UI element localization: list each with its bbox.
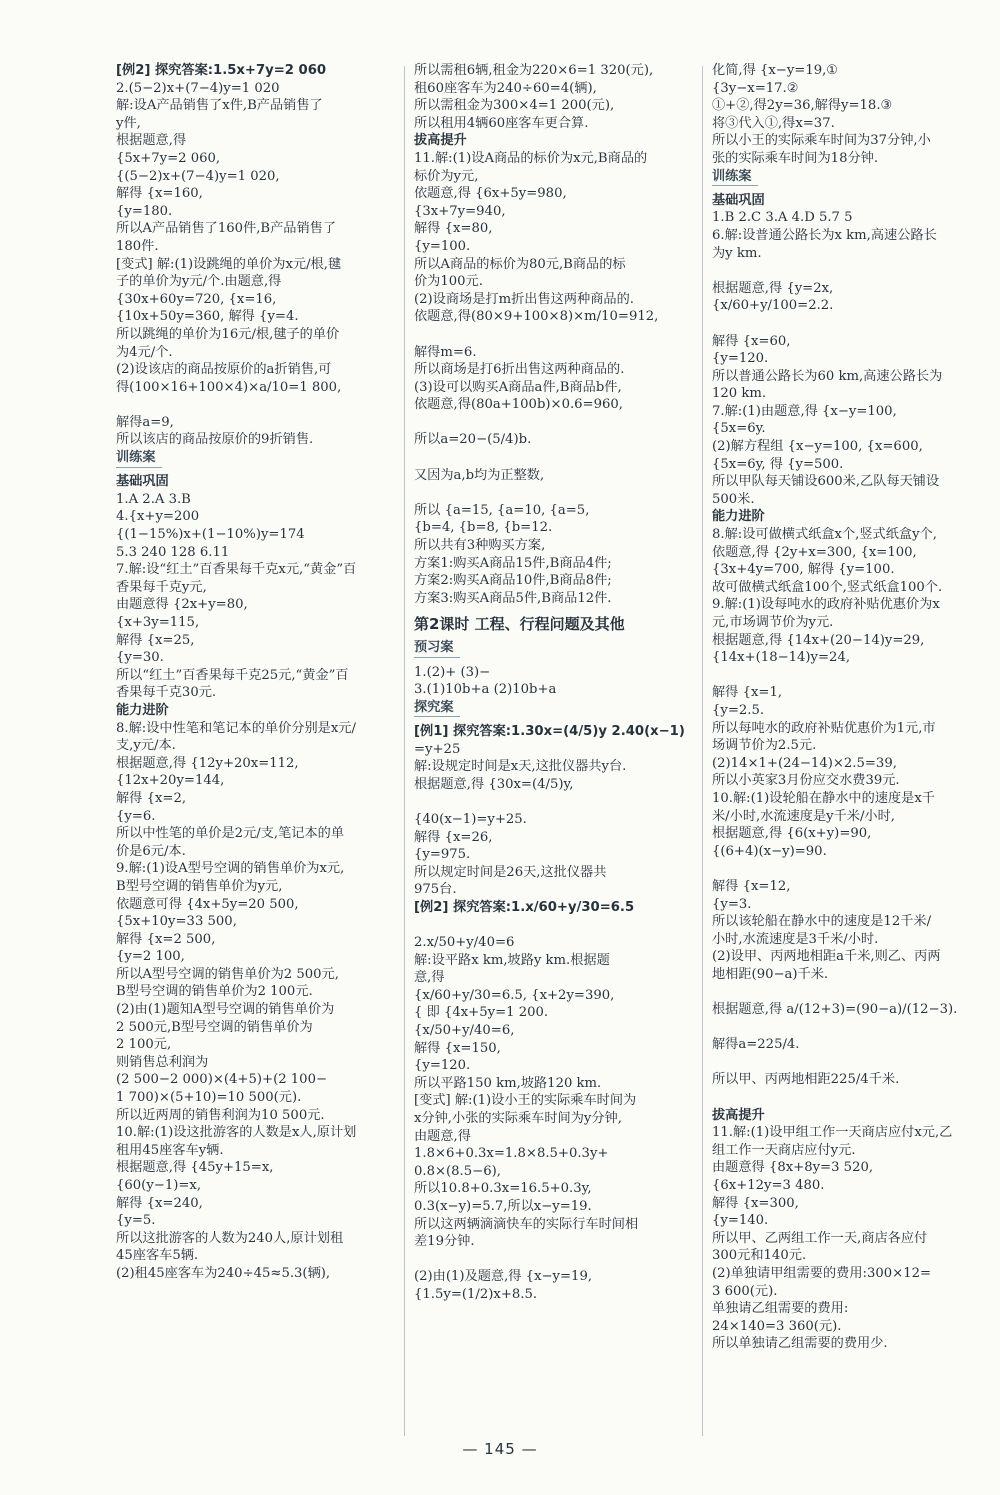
answer-line: 根据题意,得 {6(x+y)=90, [712, 826, 872, 842]
section-heading: [例2] 探究答案:1.5x+7y=2 060 [116, 63, 327, 78]
answer-line: 解:设A产品销售了x件,B产品销售了 [116, 98, 323, 114]
answer-line: 方案1:购买A商品15件,B商品4件; [414, 555, 612, 571]
answer-line: (2)14×1+(24−14)×2.5=39, [712, 755, 897, 771]
answer-line: {y=975. [414, 847, 471, 863]
answer-line: 依题意,得(80a+100b)×0.6=960, [414, 397, 623, 413]
answer-line: {y=100. [414, 238, 471, 254]
answer-line: 所以商场是打6折出售这两种商品的. [414, 362, 625, 378]
answer-line: {60(y−1)=x, [116, 1178, 202, 1193]
answer-line: 975台. [414, 882, 457, 898]
answer-line: (2)由(1)题知A型号空调的销售单价为 [116, 1002, 335, 1018]
answer-line: {5x=6y, 得 {y=500. [712, 456, 844, 472]
answer-line: {1.5y=(1/2)x+8.5. [414, 1286, 538, 1302]
answer-line: {y=2.5. [712, 702, 765, 718]
answer-line: (2 500−2 000)×(4+5)+(2 100− [116, 1072, 328, 1088]
answer-line: 意,得 [414, 970, 445, 986]
answer-line: 45座客车5辆. [116, 1248, 199, 1264]
answer-line: 将③代入①,得x=37. [712, 115, 835, 131]
answer-line: {y=120. [712, 351, 769, 367]
answer-line: 7.解:(1)由题意,得 {x−y=100, [712, 403, 897, 419]
answer-line: 根据题意,得 a/(12+3)=(90−a)/(12−3). [712, 1002, 958, 1018]
answer-line: 所以小王的实际乘车时间为37分钟,小 [712, 133, 931, 149]
answer-line: 6.解:设普通公路长为x km,高速公路长 [712, 227, 937, 243]
answer-line: 根据题意,得 [116, 133, 187, 149]
answer-line [414, 414, 696, 432]
answer-line: 根据题意,得 {14x+(20−14)y=29, [712, 632, 925, 648]
answer-line: {(5−2)x+(7−4)y=1 020, [116, 168, 280, 184]
answer-line: 由题意得 {2x+y=80, [116, 597, 248, 613]
answer-line: 解得a=225/4. [712, 1037, 800, 1053]
answer-line: 所以甲队每天铺设600米,乙队每天铺设 [712, 474, 940, 490]
answer-line: 所以需租金为300×4=1 200(元), [414, 98, 615, 114]
answer-line: 5.3 240 128 6.11 [116, 544, 230, 560]
answer-line: 0.3(x−y)=5.7,所以x−y=19. [414, 1199, 592, 1214]
section-heading: 基础巩固 [116, 474, 169, 490]
answer-line: B型号空调的销售单价为y元, [116, 878, 283, 894]
answer-line: (3)设可以购买A商品a件,B商品b件, [414, 379, 622, 395]
answer-line: 依题意,得 {6x+5y=980, [414, 186, 567, 202]
answer-line: 8.解:设可做横式纸盒x个,竖式纸盒y个, [712, 527, 937, 543]
answer-line: (2)租45座客车为240÷45≈5.3(辆), [116, 1265, 331, 1281]
answer-line: {(6+4)(x−y)=90. [712, 843, 827, 859]
answer-line: 所以普通公路长为60 km,高速公路长为 [712, 368, 943, 384]
answer-line: (2)单独请甲组需要的费用:300×12= [712, 1265, 932, 1281]
answer-column-right [712, 62, 994, 1353]
answer-line: {b=4, {b=8, {b=12. [414, 520, 553, 536]
answer-line: {y=5. [116, 1213, 156, 1229]
answer-line: 得(100×16+100×4)×a/10=1 800, [116, 379, 342, 395]
section-heading: 探究案 [414, 699, 460, 718]
answer-line [712, 1054, 994, 1072]
answer-line: 24×140=3 360(元). [712, 1318, 842, 1334]
answer-line: 依题意,得(80×9+100×8)×m/10=912, [414, 309, 659, 325]
section-heading: [例1] 探究答案:1.30x=(4/5)y 2.40(x−1) [414, 723, 685, 739]
answer-line [414, 793, 696, 811]
answer-line: 300元和140元. [712, 1248, 807, 1264]
answer-line: {x/60+y/30=6.5, {x+2y=390, [414, 987, 615, 1003]
answer-line: 1.8×6+0.3x=1.8×8.5+0.3y+ [414, 1146, 609, 1162]
answer-line: {5x=6y. [712, 421, 766, 437]
answer-line: 标价为y元, [414, 168, 479, 184]
answer-line: 所以跳绳的单价为16元/根,毽子的单价 [116, 326, 340, 342]
answer-line: 2.(5−2)x+(7−4)y=1 020 [116, 80, 280, 96]
answer-line: 所以小英家3月份应交水费39元. [712, 773, 900, 789]
answer-line [414, 449, 696, 467]
answer-line: 方案2:购买A商品10件,B商品8件; [414, 573, 612, 589]
answer-line [712, 262, 994, 280]
answer-line: {40(x−1)=y+25. [414, 811, 527, 827]
answer-line: 所以这批游客的人数为240人,原计划租 [116, 1230, 344, 1246]
answer-line [712, 1019, 994, 1037]
answer-line: 支,y元/本. [116, 738, 176, 754]
answer-line: 化简,得 {x−y=19,① [712, 63, 839, 78]
answer-line: 价是6元/本. [116, 843, 186, 859]
answer-line: 0.8×(8.5−6), [414, 1163, 501, 1179]
answer-line: 张的实际乘车时间为18分钟. [712, 150, 879, 166]
answer-line: {3y−x=17.② [712, 80, 799, 96]
answer-line: 根据题意,得 {30x=(4/5)y, [414, 776, 574, 792]
answer-line: 所以租用4辆60座客车更合算. [414, 115, 589, 131]
answer-line: 2 500元,B型号空调的销售单价为 [116, 1019, 313, 1035]
answer-line: 故可做横式纸盒100个,竖式纸盒100个. [712, 579, 943, 595]
answer-line [414, 484, 696, 502]
answer-line: 500米. [712, 491, 755, 507]
answer-line: 9.解:(1)设A型号空调的销售单价为x元, [116, 861, 345, 877]
answer-line: 由题意得 {8x+8y=3 520, [712, 1160, 874, 1176]
answer-line: 所以共有3种购买方案, [414, 538, 546, 554]
answer-line: {x/60+y/100=2.2. [712, 298, 834, 314]
answer-line: 所以每吨水的政府补贴优惠价为1元,市 [712, 720, 936, 736]
column-divider [702, 66, 703, 1436]
answer-line: 根据题意,得 {12y+20x=112, [116, 755, 299, 771]
answer-line: 解:设平路x km,坡路y km.根据题 [414, 952, 610, 968]
answer-line: 解得 {x=150, [414, 1040, 501, 1056]
answer-line [712, 1089, 994, 1107]
answer-line: 解得 {x=12, [712, 878, 791, 894]
answer-line: 所以A型号空调的销售单价为2 500元, [116, 966, 339, 982]
page-number: — 145 — [462, 1440, 538, 1458]
answer-line: 7.解:设“红土”百香果每千克x元,“黄金”百 [116, 562, 357, 578]
answer-line: 所以这两辆滴滴快车的实际行车时间相 [414, 1216, 639, 1232]
answer-line: 解得 {x=80, [414, 221, 493, 237]
column-divider [404, 66, 405, 1436]
answer-line: {y=6. [116, 808, 156, 824]
answer-line: [变式] 解:(1)设跳绳的单价为x元/根,毽 [116, 256, 342, 272]
answer-line: 小时,水流速度是3千米/小时. [712, 931, 879, 947]
answer-line: {(1−15%)x+(1−10%)y=174 [116, 527, 305, 543]
answer-line [712, 983, 994, 1001]
answer-line: {6x+12y=3 480. [712, 1178, 825, 1193]
answer-line: 米/小时,水流速度是y千米/小时, [712, 808, 895, 824]
answer-line [414, 1251, 696, 1269]
answer-line: 依题意可得 {4x+5y=20 500, [116, 896, 299, 912]
answer-line: 元,市场调节价为y元. [712, 615, 834, 630]
answer-line: 香果每千克y元, [116, 579, 207, 595]
answer-line: 4.{x+y=200 [116, 509, 200, 525]
answer-line: {y=120. [414, 1058, 471, 1074]
answer-line: 所以近两周的销售利润为10 500元. [116, 1107, 325, 1123]
answer-line: 解得 {x=160, [116, 186, 203, 202]
section-heading: 拔高提升 [414, 133, 467, 149]
answer-line: 解得 {x=2, [116, 790, 187, 806]
answer-line: 所以平路150 km,坡路120 km. [414, 1075, 602, 1091]
section-heading: 拔高提升 [712, 1107, 765, 1123]
answer-column-left [116, 62, 398, 1283]
section-heading: 第2课时 工程、行程问题及其他 [414, 615, 625, 634]
answer-line: 所以需租6辆,租金为220×6=1 320(元), [414, 63, 654, 78]
answer-line [414, 917, 696, 935]
answer-line: 3 600(元). [712, 1283, 778, 1299]
answer-line: 9.解:(1)设每吨水的政府补贴优惠价为x [712, 597, 940, 613]
answer-line: 租60座客车为240÷60=4(辆), [414, 80, 597, 96]
answer-line: 所以该轮船在静水中的速度是12千米/ [712, 914, 932, 930]
answer-line: {3x+4y=700, 解得 {y=100. [712, 562, 895, 578]
answer-line [712, 667, 994, 685]
answer-line: 香果每千克30元. [116, 685, 217, 701]
answer-line: 10.解:(1)设这批游客的人数是x人,原计划 [116, 1125, 357, 1141]
section-heading: 基础巩固 [712, 192, 765, 208]
answer-line: (2)设该店的商品按原价的a折销售,可 [116, 362, 332, 378]
answer-line: (2)设商场是打m折出售这两种商品的. [414, 291, 635, 307]
answer-line: 10.解:(1)设轮船在静水中的速度是x千 [712, 790, 935, 806]
answer-line: 场调节价为2.5元. [712, 738, 817, 754]
answer-line: {y=2 100, [116, 949, 185, 965]
answer-line: 所以10.8+0.3x=16.5+0.3y, [414, 1181, 592, 1197]
answer-line: 方案3:购买A商品5件,B商品12件. [414, 590, 612, 606]
answer-line: {10x+50y=360, 解得 {y=4. [116, 309, 299, 325]
answer-line: 解得a=9, [116, 414, 174, 430]
answer-line: 子的单价为y元/个.由题意,得 [116, 274, 282, 290]
answer-line: 所以a=20−(5/4)b. [414, 432, 532, 448]
answer-line: y件, [116, 115, 141, 131]
answer-line: 地相距(90−a)千米. [712, 966, 829, 982]
answer-line: 根据题意,得 {45y+15=x, [116, 1160, 274, 1176]
answer-line: 1.(2)+ (3)− [414, 664, 491, 680]
answer-line: { 即 {4x+5y=1 200. [414, 1005, 549, 1021]
answer-line: 又因为a,b均为正整数, [414, 467, 545, 483]
answer-column-middle [414, 62, 696, 1304]
section-heading: 训练案 [712, 168, 758, 187]
answer-line: =y+25 [414, 741, 461, 757]
section-heading: 能力进阶 [712, 509, 765, 525]
answer-line: 根据题意,得 {y=2x, [712, 280, 834, 296]
answer-line: 所以单独请乙组需要的费用少. [712, 1336, 888, 1352]
answer-line: {y=3. [712, 896, 752, 912]
answer-line: 1 700)×(5+10)=10 500(元). [116, 1090, 302, 1106]
answer-line: 为4元/个. [116, 344, 173, 360]
answer-line: {3x+7y=940, [414, 203, 506, 219]
section-heading: 预习案 [414, 639, 460, 658]
answer-line: 1.B 2.C 3.A 4.D 5.7 5 [712, 210, 853, 226]
answer-line: 解得m=6. [414, 344, 477, 360]
answer-line: 11.解:(1)设甲组工作一天商店应付x元,乙 [712, 1125, 953, 1141]
answer-line: {12x+20y=144, [116, 773, 225, 789]
answer-line: 所以“红土”百香果每千克25元,“黄金”百 [116, 667, 349, 683]
answer-line: 所以中性笔的单价是2元/支,笔记本的单 [116, 826, 345, 842]
answer-line: (2)由(1)及题意,得 {x−y=19, [414, 1269, 593, 1285]
answer-line: 11.解:(1)设A商品的标价为x元,B商品的 [414, 150, 648, 166]
answer-line: 解得 {x=300, [712, 1195, 799, 1211]
answer-line [712, 315, 994, 333]
answer-line: 所以该店的商品按原价的9折销售. [116, 432, 314, 448]
answer-line: 解得 {x=25, [116, 632, 195, 648]
answer-line: {y=30. [116, 650, 164, 666]
answer-line: 解得 {x=26, [414, 829, 493, 845]
answer-line: 1.A 2.A 3.B [116, 491, 191, 507]
answer-line: (2)解方程组 {x−y=100, {x=600, [712, 439, 923, 455]
answer-line: 解得 {x=1, [712, 685, 783, 701]
section-heading: [例2] 探究答案:1.x/60+y/30=6.5 [414, 899, 635, 915]
answer-line: 所以 {a=15, {a=10, {a=5, [414, 502, 590, 518]
answer-line: 120 km. [712, 386, 767, 402]
answer-line: {30x+60y=720, {x=16, [116, 291, 277, 307]
answer-line: 组工作一天商店应付y元. [712, 1142, 856, 1158]
answer-line [712, 860, 994, 878]
answer-line: 租用45座客车y辆. [116, 1142, 224, 1158]
answer-line: B型号空调的销售单价为2 100元. [116, 984, 313, 1000]
answer-line: ①+②,得2y=36,解得y=18.③ [712, 98, 893, 114]
answer-line: 所以A产品销售了160件,B产品销售了 [116, 221, 337, 237]
answer-line: 单独请乙组需要的费用: [712, 1301, 849, 1317]
answer-line: 解得 {x=240, [116, 1195, 203, 1211]
answer-line: 3.(1)10b+a (2)10b+a [414, 682, 557, 698]
answer-line: 解得 {x=60, [712, 333, 791, 349]
section-heading: 能力进阶 [116, 702, 169, 718]
answer-line [116, 396, 398, 414]
answer-line [414, 326, 696, 344]
answer-line: {14x+(18−14)y=24, [712, 650, 851, 666]
answer-line: 所以规定时间是26天,这批仪器共 [414, 864, 607, 880]
answer-line: (2)设甲、丙两地相距a千米,则乙、丙两 [712, 949, 941, 965]
answer-line: 2.x/50+y/40=6 [414, 935, 515, 951]
answer-line: 所以甲、乙两组工作一天,商店各应付 [712, 1230, 928, 1246]
answer-line: {x/50+y/40=6, [414, 1023, 515, 1039]
answer-line: 依题意,得 {2y+x=300, {x=100, [712, 544, 917, 560]
answer-line: 解:设规定时间是x天,这批仪器共y台. [414, 759, 627, 775]
answer-line: 则销售总利润为 [116, 1054, 209, 1070]
answer-line: 2 100元, [116, 1037, 172, 1053]
answer-line: {x+3y=115, [116, 615, 200, 630]
answer-line: 由题意,得 [414, 1128, 471, 1144]
answer-line: {5x+7y=2 060, [116, 150, 221, 166]
answer-line: {y=140. [712, 1213, 769, 1229]
section-heading: 训练案 [116, 449, 162, 468]
answer-line: 解得 {x=2 500, [116, 931, 216, 947]
answer-line: 所以甲、丙两地相距225/4千米. [712, 1072, 900, 1088]
answer-line: x分钟,小张的实际乘车时间为y分钟, [414, 1111, 622, 1127]
answer-line: 所以A商品的标价为80元,B商品的标 [414, 256, 626, 272]
answer-line: 8.解:设中性笔和笔记本的单价分别是x元/ [116, 720, 356, 736]
answer-line: [变式] 解:(1)设小王的实际乘车时间为 [414, 1093, 637, 1109]
answer-line: {5x+10y=33 500, [116, 914, 237, 930]
answer-line: 为y km. [712, 245, 762, 261]
answer-line: {y=180. [116, 203, 173, 219]
answer-line: 180件. [116, 238, 159, 254]
answer-line: 价为100元. [414, 274, 483, 290]
answer-line: 差19分钟. [414, 1234, 475, 1250]
